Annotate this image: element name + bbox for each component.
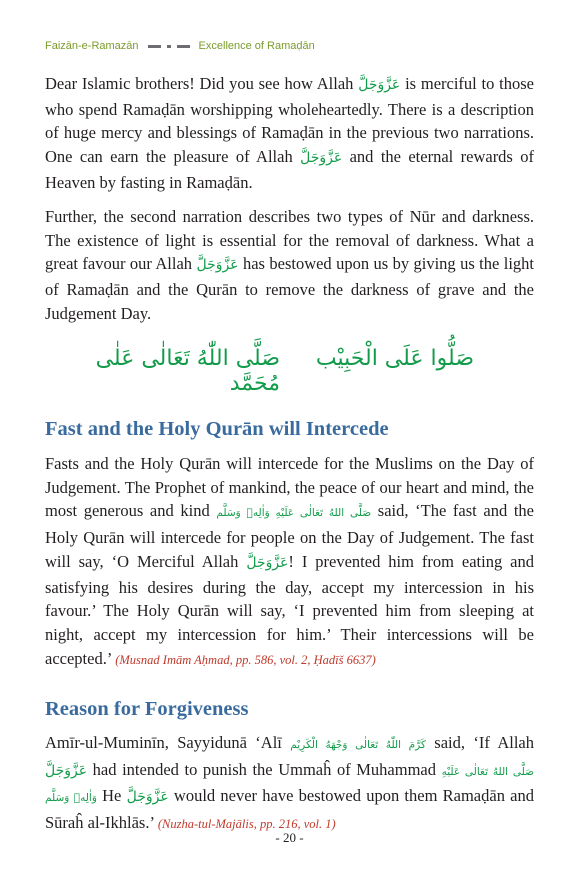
running-header <box>45 38 545 54</box>
paragraph-intercession <box>45 452 534 672</box>
text-run: and the eternal rewards of Heaven by fasting in Ramaḍān. <box>45 147 534 192</box>
text-run: had intended to punish the Ummaĥ of Muhammad <box>87 759 442 779</box>
arabic-honorific: صَلَّى اللهُ تَعَالٰى عَلَيْهِ وَاٰلِهٖ وَسَلَّم <box>216 507 372 520</box>
header-separator <box>148 45 190 48</box>
arabic-honorific: عَزَّوَجَلَّ <box>45 762 88 779</box>
arabic-honorific: صَلَّى اللهُ تَعَالٰى عَلَيْهِ وَاٰلِهٖ وَسَلَّم <box>45 765 534 805</box>
arabic-honorific: عَزَّوَجَلَّ <box>196 257 239 274</box>
text-run: He <box>96 786 127 806</box>
section-heading-forgiveness: Reason for Forgiveness <box>45 698 249 720</box>
text-run: said, ‘The fast and the Holy Qurān will intercede for people on the Day of Judgement. The fast will say, ‘O Merciful Allah <box>45 501 534 571</box>
separator-bar-icon <box>148 45 161 48</box>
citation: (Musnad Imām Aḥmad, pp. 586, vol. 2, Ḥadīš 6637) <box>115 652 376 667</box>
header-chapter-title: Excellence of Ramaḍān <box>198 40 315 52</box>
paragraph-mercy <box>45 72 534 195</box>
arabic-honorific: عَزَّوَجَلَّ <box>126 789 169 806</box>
text-run: Amīr-ul-Muminīn, Sayyidunā ‘Alī <box>45 733 291 752</box>
paragraph-nur-darkness <box>45 205 534 326</box>
text-run: Fasts and the Holy Qurān will intercede for the Muslims on the Day of Judgement. The Prophet of mankind, the peace of our heart and mind, the most generous and kind <box>45 454 534 521</box>
salawat-second: صَلَّى اللّٰهُ تَعَالٰى عَلٰى مُحَمَّد <box>95 346 280 396</box>
salawat-line <box>45 342 534 396</box>
header-book-title: Faizān-e-Ramazān <box>45 40 139 52</box>
text-run: ! I prevented him from eating and satisfying his desires during the day, accept my intercession in his favour.’ The Holy Qurān will say, ‘I prevented him from sleeping at night, accept my intercession for him.’ Their intercessions will be accepted.’ <box>45 551 534 668</box>
arabic-honorific: كَرَّمَ اللّٰهُ تَعَالٰى وَجْهَهُ الْكَرِيْم <box>290 739 426 751</box>
page-number: - 20 - <box>275 830 304 845</box>
arabic-honorific: عَزَّوَجَلَّ <box>358 77 401 93</box>
text-run: Dear Islamic brothers! Did you see how Allah <box>45 74 359 93</box>
text-run: would never have bestowed upon them Ramaḍān and Sūraĥ al-Ikhlās.’ <box>45 786 534 833</box>
paragraph-forgiveness <box>45 731 534 837</box>
separator-bar-icon <box>177 45 190 48</box>
arabic-honorific: عَزَّوَجَلَّ <box>246 554 289 571</box>
text-run: Further, the second narration describes two types of Nūr and darkness. The existence of light is essential for the removal of darkness. What a great favour our Allah <box>45 207 534 274</box>
separator-dot-icon <box>167 45 171 48</box>
arabic-honorific: عَزَّوَجَلَّ <box>300 150 343 167</box>
salawat-first: صَلُّوا عَلَى الْحَبِيْب <box>315 346 474 371</box>
citation: (Nuzha-tul-Majālis, pp. 216, vol. 1) <box>157 817 336 832</box>
text-run: is merciful to those who spend Ramaḍān worshipping wholeheartedly. There is a description of huge mercy and blessings of Ramaḍān in the previous two narrations. One can earn the pleasure of Allah <box>45 74 534 167</box>
text-run: has bestowed upon us by giving us the light of Ramaḍān and the Qurān to remove the darkness of grave and the Judgement Day. <box>45 254 535 323</box>
section-heading-intercede: Fast and the Holy Qurān will Intercede <box>45 418 389 440</box>
text-run: said, ‘If Allah <box>425 733 534 752</box>
